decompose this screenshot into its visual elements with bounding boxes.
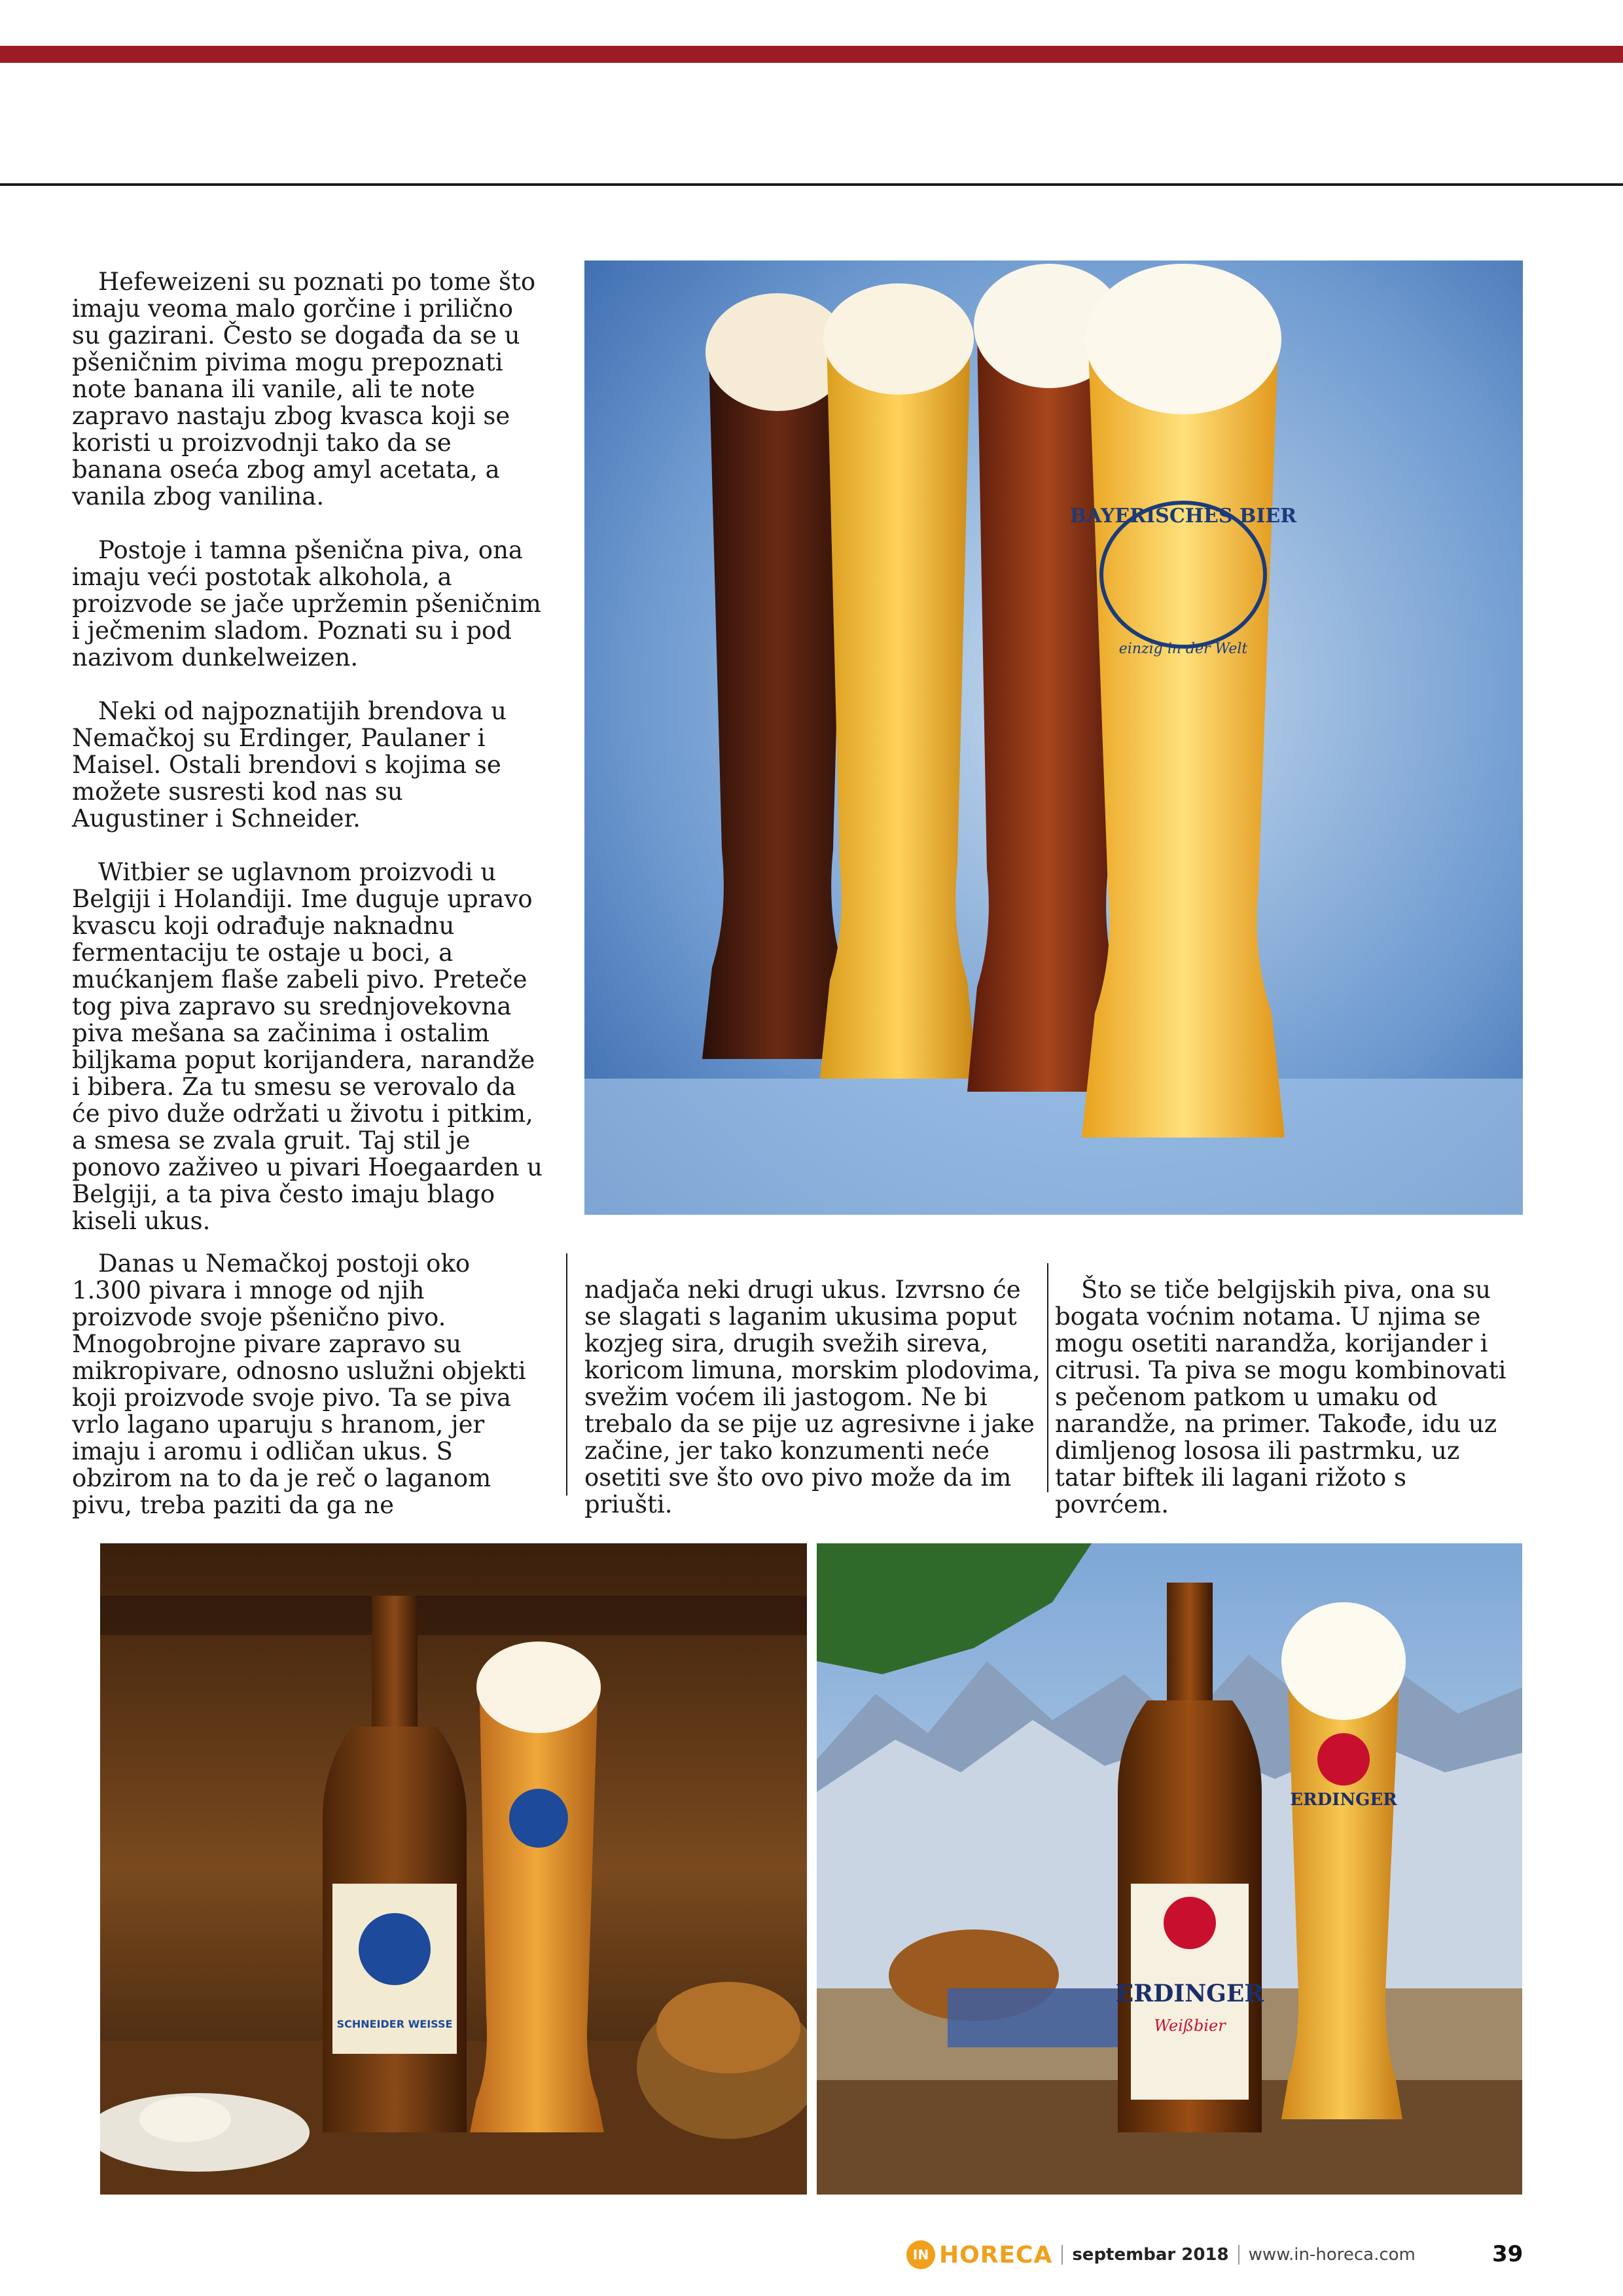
horeca-logo-text: HORECA [939,2241,1053,2269]
column-divider [566,1253,567,1496]
erdinger-bottle-label: ERDINGER [1115,1980,1264,2007]
paragraph-belgian: Što se tiče belgijskih piva, ona su bogata voćnim notama. U njima se mogu osetiti narandža, korijander i citrusi. Ta piva se mogu kombinovati s pečenom patkom u umaku od narandže, na primer. Takođe, idu uz dimljenog lososa ili pastrmku, uz tatar biftek ili lagani rižoto s povrćem. [1055,1276,1507,1518]
photo-four-glasses [584,260,1523,1215]
footer-divider [1238,2245,1240,2265]
footer-divider [1061,2245,1063,2265]
paragraph-brands: Neki od najpoznatijih brendova u Nemačkoj su Erdinger, Paulaner i Maisel. Ostali brendovi s kojima se možete susresti kod nas su Augustiner i Schneider. [72,697,507,833]
erdinger-glass-label: ERDINGER [1290,1790,1397,1810]
article-column-left-bottom [72,1250,543,1518]
article-column-middle [584,1276,1043,1518]
glass-brand-label: BAYERISCHES BIER [1069,505,1297,528]
paragraph-dunkelweizen: Postoje i tamna pšenična piva, ona imaju veći postotak alkohola, a proizvode se jače upržemin pšeničnim i ječmenim sladom. Poznati su i pod nazivom dunkelweizen. [72,536,541,672]
paragraph-germany-breweries: Danas u Nemačkoj postoji oko 1.300 pivara i mnoge od njih proizvode svoje pšenično pivo. Mnogobrojne pivare zapravo su mikropivare, odnosno uslužni objekti koji proizvode svoje pivo. Ta se piva vrlo lagano uparuju s hranom, jer imaju i aromu i odličan ukus. S obzirom na to da je reč o laganom pivu, treba paziti da ga ne [72,1249,526,1519]
article-column-left [72,268,543,1234]
horeca-logo-icon: IN [906,2240,935,2269]
page-number: 39 [1492,2241,1524,2267]
paragraph-hefeweizen: Hefeweizeni su poznati po tome što imaju veoma malo gorčine i prilično su gazirani. Često se događa da se u pšeničnim pivima mogu prepoznati note banana ili vanile, ali te note zapravo nastaju zbog kvasca koji se koristi u proizvodnji tako da se banana oseća zbog amyl acetata, a vanila zbog vanilina. [72,268,536,511]
paragraph-witbier: Witbier se uglavnom proizvodi u Belgiji i Holandiji. Ime duguje upravo kvascu koji odrađuje naknadnu fermentaciju te ostaje u boci, a mućkanjem flaše zabeli pivo. Preteče tog piva zapravo su srednjovekovna piva mešana sa začinima i ostalim biljkama poput korijandera, narandže i bibera. Za tu smesu se verovalo da će pivo duže održati u životu i pitkim, a smesa se zvala gruit. Taj stil je ponovo zaživeo u pivari Hoegaarden u Belgiji, a ta piva često imaju blago kiseli ukus. [72,858,543,1235]
photo-erdinger [817,1543,1522,2195]
schneider-bottle-label: SCHNEIDER WEISSE [336,2018,453,2030]
erdinger-bottle-sublabel: Weißbier [1154,2017,1226,2035]
issue-date: septembar 2018 [1072,2245,1229,2265]
column-divider [1047,1263,1048,1492]
header-accent-band [0,46,1623,63]
photo-schneider-weisse [100,1543,807,2195]
header-rule [0,183,1623,186]
paragraph-pairing: nadjača neki drugi ukus. Izvrsno će se slagati s laganim ukusima poput kozjeg sira, drugih svežih sireva, koricom limuna, morskim plodovima, svežim voćem ili jastogom. Ne bi trebalo da se pije uz agresivne i jake začine, jer tako konzumenti neće osetiti sve što ovo pivo može da im priušti. [584,1276,1041,1518]
page-footer [906,2238,1416,2271]
glass-tagline-label: einzig in der Welt [1118,641,1248,657]
website-link[interactable]: www.in-horeca.com [1248,2245,1416,2265]
article-column-right [1055,1276,1526,1518]
